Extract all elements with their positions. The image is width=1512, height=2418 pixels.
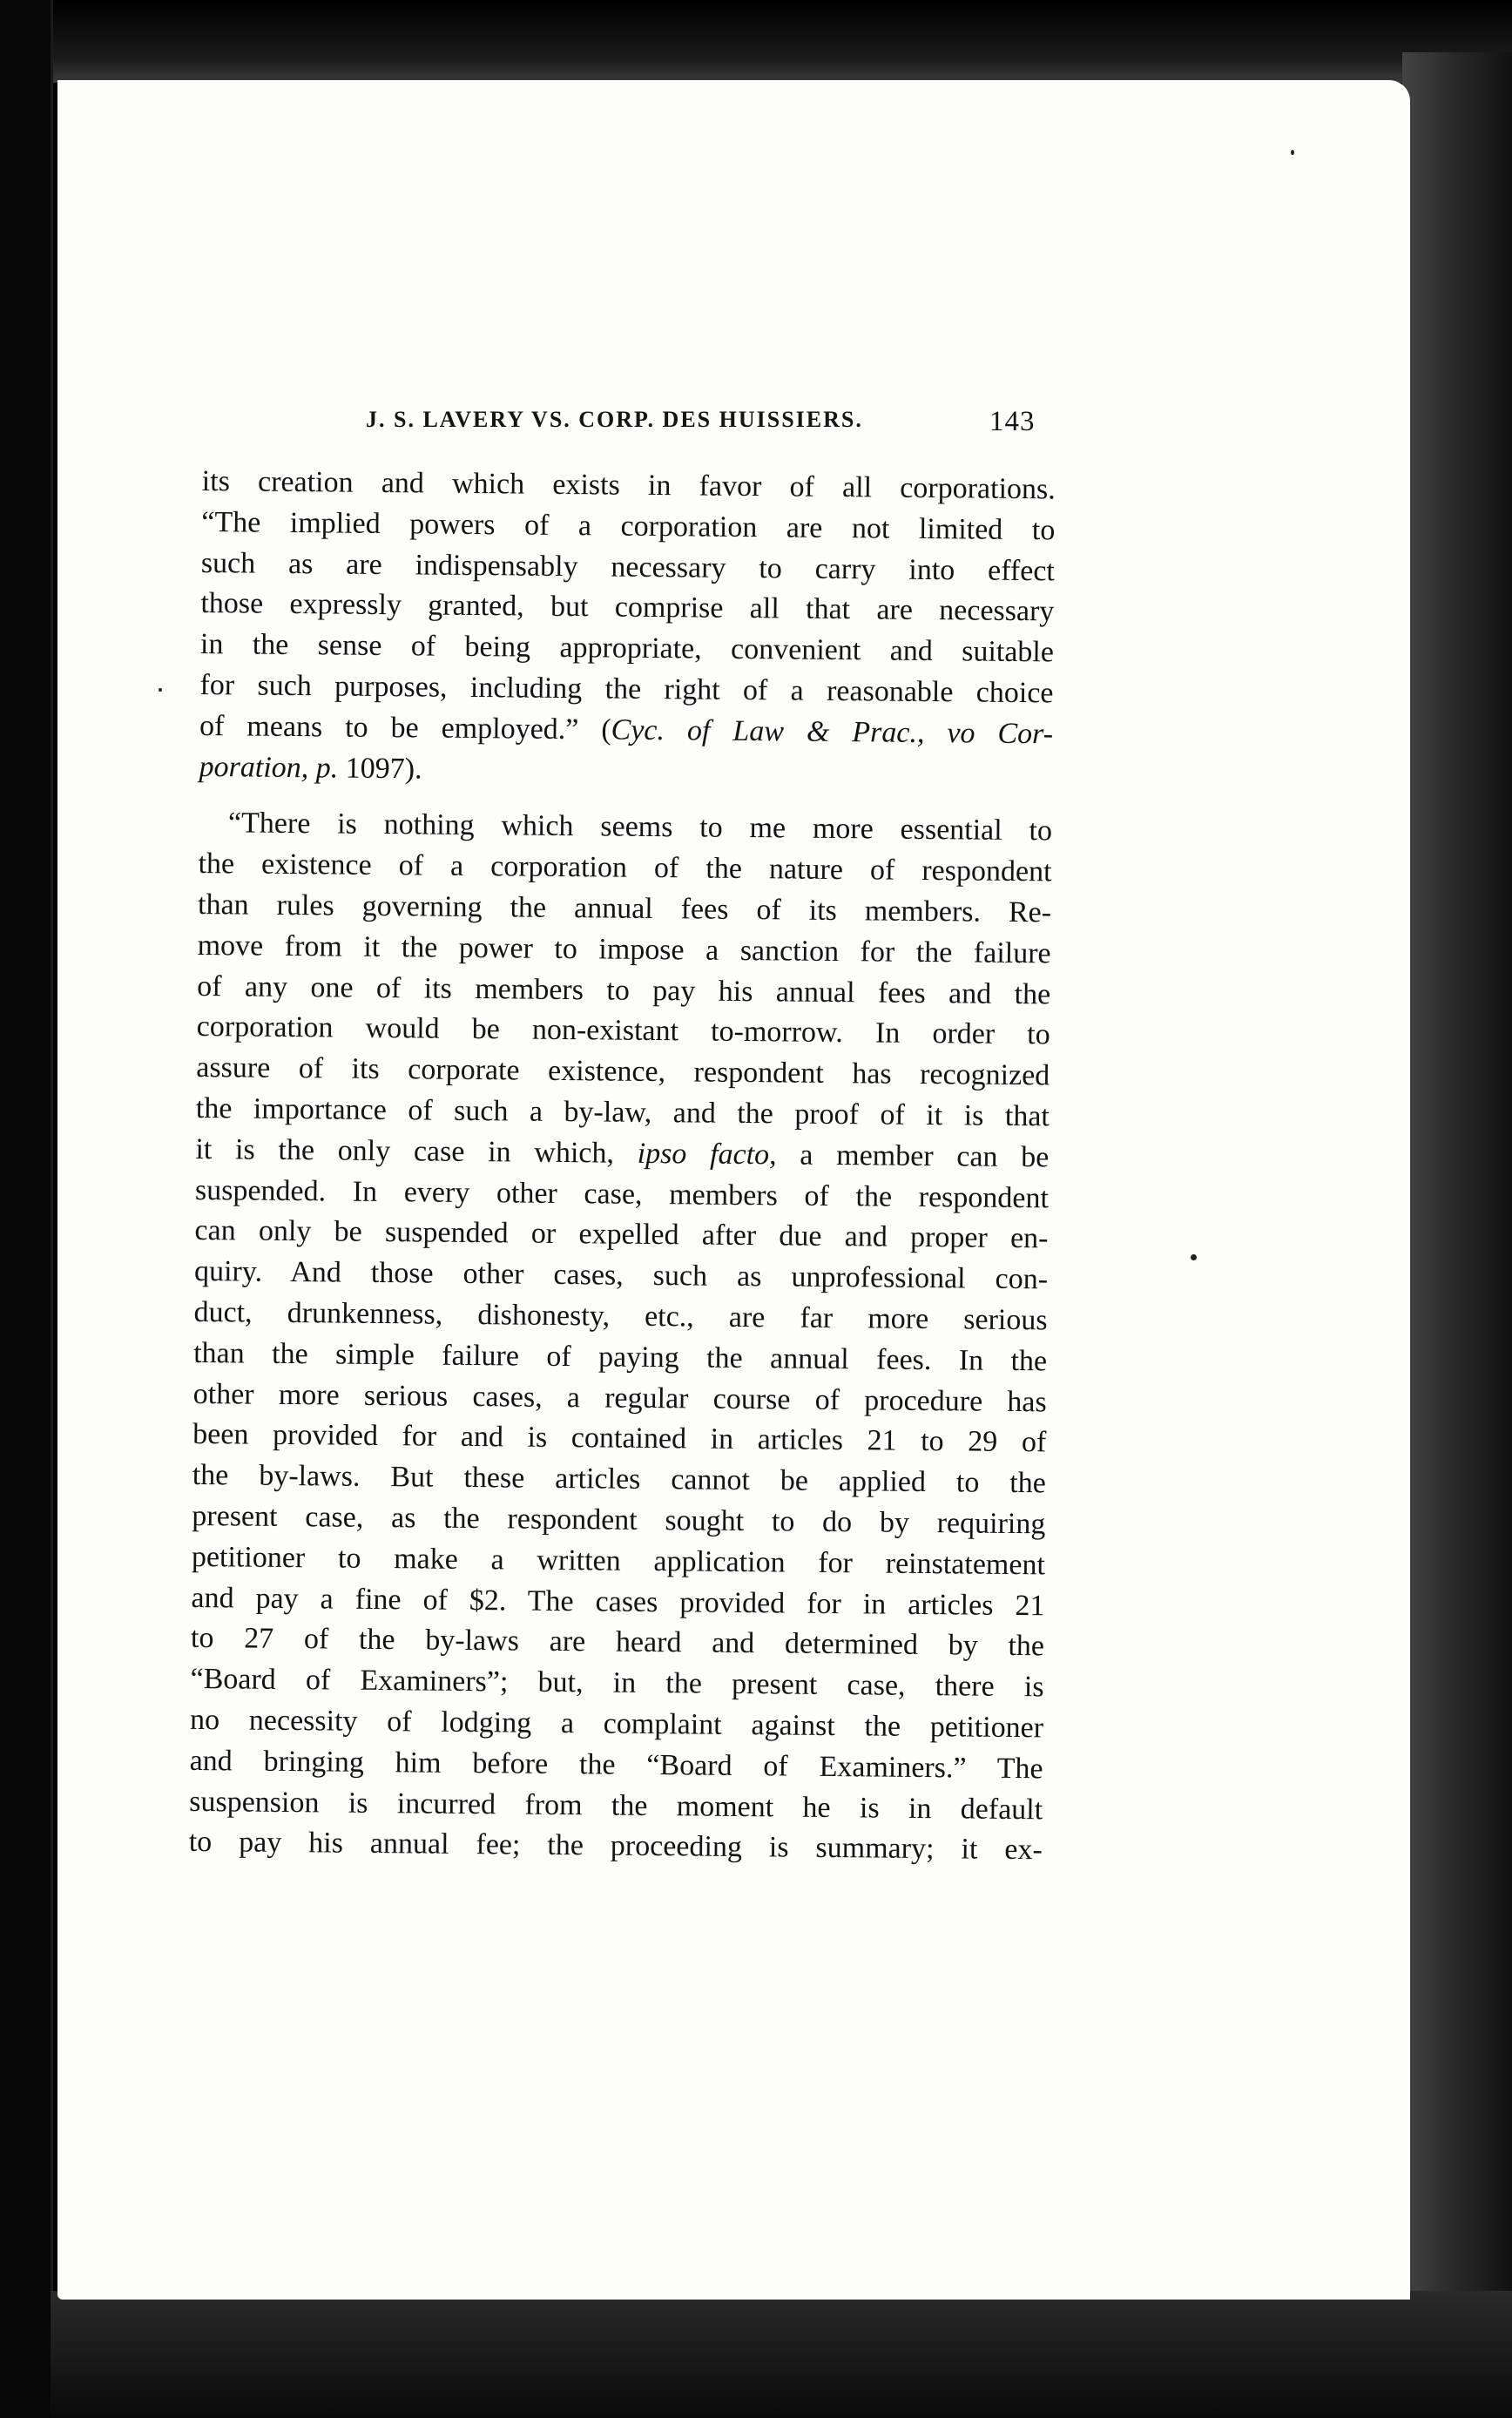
citation-italic: Cyc. of Law & Prac., vo Cor-	[611, 713, 1054, 751]
text-line: other more serious cases, a regular course of procedure has	[192, 1377, 1047, 1418]
text-line: its creation and which exists in favor of all corporations.	[201, 464, 1056, 506]
text-line: the existence of a corporation of the nature of respondent	[198, 848, 1052, 888]
text-line: the importance of such a by-law, and the proof of it is that	[195, 1091, 1050, 1133]
dust-speck	[1291, 150, 1294, 155]
text-line: suspended. In every other case, members of the respondent	[194, 1173, 1050, 1214]
paragraph-1	[199, 462, 1056, 796]
text-line: can only be suspended or expelled after due and proper en-	[194, 1214, 1049, 1255]
text-line: been provided for and is contained in articles 21 to 29 of	[192, 1418, 1047, 1459]
page-number: 143	[989, 406, 1036, 437]
text-line: those expressly granted, but comprise all that are necessary	[200, 587, 1055, 628]
italic-phrase: ipso facto,	[637, 1137, 777, 1172]
text-line: “Board of Examiners”; but, in the present case, there is	[190, 1663, 1044, 1704]
text-line: no necessity of lodging a complaint against the petitioner	[189, 1703, 1044, 1745]
text-line: than the simple failure of paying the annual fees. In the	[193, 1336, 1048, 1378]
text-line: suspension is incurred from the moment he is in default	[189, 1785, 1043, 1826]
text-line: than rules governing the annual fees of its members. Re-	[197, 888, 1052, 929]
text-line: such as are indispensably necessary to carry into effect	[200, 546, 1056, 587]
text-line: move from it the power to impose a sanction for the failure	[197, 929, 1051, 970]
citation-italic-2: poration, p.	[199, 750, 339, 785]
text-run: it is the only case in which,	[195, 1132, 638, 1170]
paragraph-2	[189, 803, 1053, 1871]
scan-top-border	[51, 0, 1512, 83]
text-line: in the sense of being appropriate, convenient and suitable	[199, 628, 1055, 669]
text-line: assure of its corporate existence, respondent has recognized	[196, 1051, 1050, 1092]
text-line: duct, drunkenness, dishonesty, etc., are far more serious	[193, 1295, 1048, 1337]
text-line: of any one of its members to pay his annual fees and the	[197, 969, 1051, 1010]
text-line: the by-laws. But these articles cannot be applied to the	[192, 1459, 1046, 1500]
text-line: “There is nothing which seems to me more essential to	[227, 807, 1053, 848]
text-run: of means to be employed.” (	[199, 709, 611, 746]
text-line: petitioner to make a written application for reinstatement	[191, 1540, 1046, 1582]
running-head: J. S. LAVERY VS. CORP. DES HUISSIERS.	[366, 407, 863, 432]
scan-left-border	[0, 0, 53, 2418]
text-line: present case, as the respondent sought to do by requiring	[192, 1499, 1046, 1541]
dust-speck	[159, 688, 162, 692]
text-line: and bringing him before the “Board of Examiners.” The	[189, 1744, 1043, 1786]
body-text	[189, 462, 1056, 1871]
citation-roman: 1097).	[338, 752, 422, 786]
text-line: quiry. And those other cases, such as unprofessional con-	[193, 1255, 1049, 1296]
scan-right-border	[1402, 52, 1512, 2418]
text-line: and pay a fine of $2. The cases provided for in articles 21	[191, 1581, 1045, 1622]
text-line-citation-end	[199, 747, 1052, 796]
text-line: “The implied powers of a corporation are not limited to	[201, 505, 1056, 547]
text-line: to pay his annual fee; the proceeding is summary; it ex-	[188, 1826, 1043, 1867]
text-line: corporation would be non-existant to-morrow. In order to	[196, 1010, 1050, 1051]
text-run: a member can be	[776, 1138, 1050, 1174]
dust-speck	[1191, 1254, 1197, 1260]
scan-bottom-border	[51, 2291, 1512, 2418]
text-line: to 27 of the by-laws are heard and determined by the	[190, 1622, 1045, 1663]
text-line: for such purposes, including the right of a reasonable choice	[199, 668, 1054, 710]
